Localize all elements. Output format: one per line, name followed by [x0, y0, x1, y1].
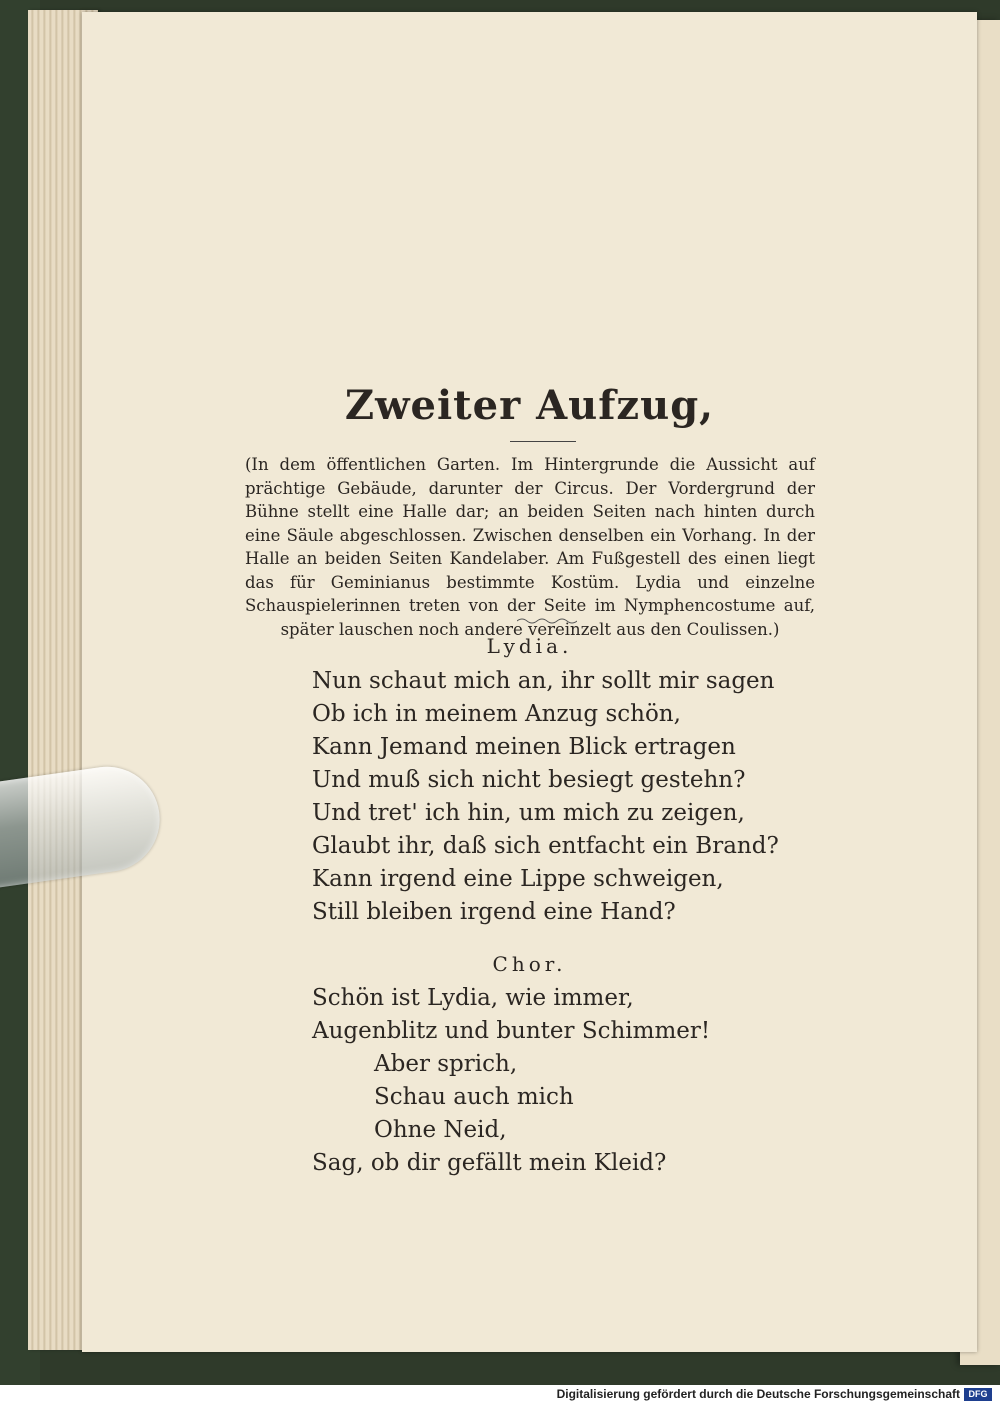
verse-line: Sag, ob dir gefällt mein Kleid? — [312, 1150, 667, 1176]
dfg-logo: DFG — [964, 1388, 992, 1401]
title-rule — [510, 441, 576, 442]
verse-line: Still bleiben irgend eine Hand? — [312, 899, 676, 925]
speaker-chor: Chor. — [492, 952, 567, 976]
verse-line: Schön ist Lydia, wie immer, — [312, 985, 634, 1011]
verse-line: Ob ich in meinem Anzug schön, — [312, 701, 681, 727]
verse-line: Kann irgend eine Lippe schweigen, — [312, 866, 724, 892]
verse-line: Kann Jemand meinen Blick ertragen — [312, 734, 736, 760]
verse-line: Ohne Neid, — [374, 1117, 507, 1143]
verse-line: Glaubt ihr, daß sich entfacht ein Brand? — [312, 833, 779, 859]
verse-line: Nun schaut mich an, ihr sollt mir sagen — [312, 668, 775, 694]
footer-bar — [0, 1385, 1000, 1405]
verse-line: Augenblitz und bunter Schimmer! — [312, 1018, 711, 1044]
verse-line: Schau auch mich — [374, 1084, 574, 1110]
page-title: Zweiter Aufzug, — [344, 382, 715, 429]
ornament-squiggle — [517, 617, 577, 625]
funding-credit: Digitalisierung gefördert durch die Deutsche Forschungsgemeinschaft — [556, 1387, 960, 1401]
show-through — [520, 120, 740, 370]
verse-line: Und tret' ich hin, um mich zu zeigen, — [312, 800, 745, 826]
verse-line: Aber sprich, — [374, 1051, 518, 1077]
verse-line: Und muß sich nicht besiegt gestehn? — [312, 767, 746, 793]
speaker-lydia: Lydia. — [486, 634, 573, 658]
stage-direction: (In dem öffentlichen Garten. Im Hintergrunde die Aussicht auf prächtige Gebäude, darunter der Circus. Der Vordergrund der Bühne stellt eine Halle dar; an beiden Seiten nach hinten durch eine Säule abgeschlossen. Zwischen denselben ein Vorhang. In der Halle an beiden Seiten Kandelaber. Am Fußgestell des einen liegt das für Geminianus bestimmte Kostüm. Lydia und einzelne Schauspielerinnen treten von der Seite im Nymphencostume auf, später lauschen noch andere vereinzelt aus den Coulissen.) — [245, 455, 815, 639]
